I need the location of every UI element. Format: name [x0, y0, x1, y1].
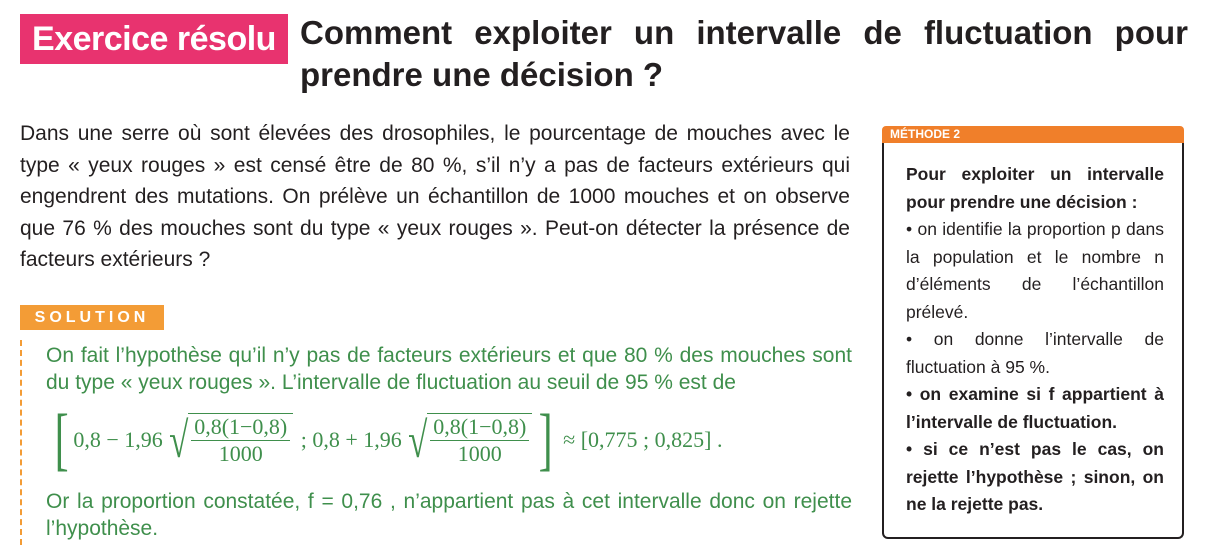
- sqrt-sign-icon: √: [168, 412, 189, 468]
- solution-label: SOLUTION: [20, 305, 164, 330]
- formula-separator: ;: [295, 427, 313, 452]
- formula-part-2: 0,8 + 1,96: [312, 427, 402, 452]
- method-tab: MÉTHODE 2: [882, 126, 1184, 143]
- method-item-3: • on examine si f appartient à l’intervalle de fluctuation.: [906, 384, 1164, 432]
- sqrt-sign-icon: √: [407, 412, 428, 468]
- solution-margin-line: [20, 340, 22, 545]
- fraction-numerator: 0,8(1−0,8): [191, 414, 290, 441]
- formula-right-bracket: ]: [538, 401, 553, 478]
- fraction-numerator: 0,8(1−0,8): [430, 414, 529, 441]
- formula-fraction-2: [427, 413, 532, 467]
- formula-part-1: 0,8 − 1,96: [73, 427, 163, 452]
- title-line-1: Comment exploiter un intervalle de fluctuation pour: [300, 14, 1188, 51]
- exercise-title: [300, 12, 1188, 96]
- fraction-denominator: 1000: [457, 441, 502, 466]
- problem-statement: Dans une serre où sont élevées des drosophiles, le pourcentage de mouches avec le type « yeux rouges » est censé être de 80 %, s’il n’y a pas de facteurs extérieurs qui engendrent des mutations. On prélève un échantillon de 1000 mouches et on observe que 76 % des mouches sont du type « yeux rouges ». Peut-on détecter la présence de facteurs extérieurs ?: [20, 122, 850, 271]
- exercise-badge: Exercice résolu 2: [20, 14, 288, 64]
- fraction-denominator: 1000: [218, 441, 263, 466]
- method-box: [882, 143, 1184, 539]
- method-item-2: • on donne l’intervalle de fluctuation à 95 %.: [906, 329, 1164, 377]
- title-line-2: prendre une décision ?: [300, 56, 664, 93]
- formula-result: ≈ [0,775 ; 0,825] .: [557, 427, 723, 452]
- formula-sqrt-2: [404, 413, 533, 467]
- formula-fraction-1: [188, 413, 293, 467]
- method-heading: Pour exploiter un intervalle pour prendre une décision :: [906, 164, 1164, 212]
- solution-paragraph-1: On fait l’hypothèse qu’il n’y pas de facteurs extérieurs et que 80 % des mouches sont du type « yeux rouges ». L’intervalle de fluctuation au seuil de 95 % est de: [46, 344, 852, 394]
- solution-paragraph-2: Or la proportion constatée, f = 0,76 , n’appartient pas à cet intervalle donc on rejette l’hypothèse.: [46, 490, 852, 540]
- formula-sqrt-1: [165, 413, 294, 467]
- fluctuation-formula: [50, 401, 723, 478]
- method-item-1: • on identifie la proportion p dans la population et le nombre n d’éléments de l’échantillon prélevé.: [906, 219, 1164, 322]
- method-item-4: • si ce n’est pas le cas, on rejette l’hypothèse ; sinon, on ne la rejette pas.: [906, 439, 1164, 514]
- formula-left-bracket: [: [54, 401, 69, 478]
